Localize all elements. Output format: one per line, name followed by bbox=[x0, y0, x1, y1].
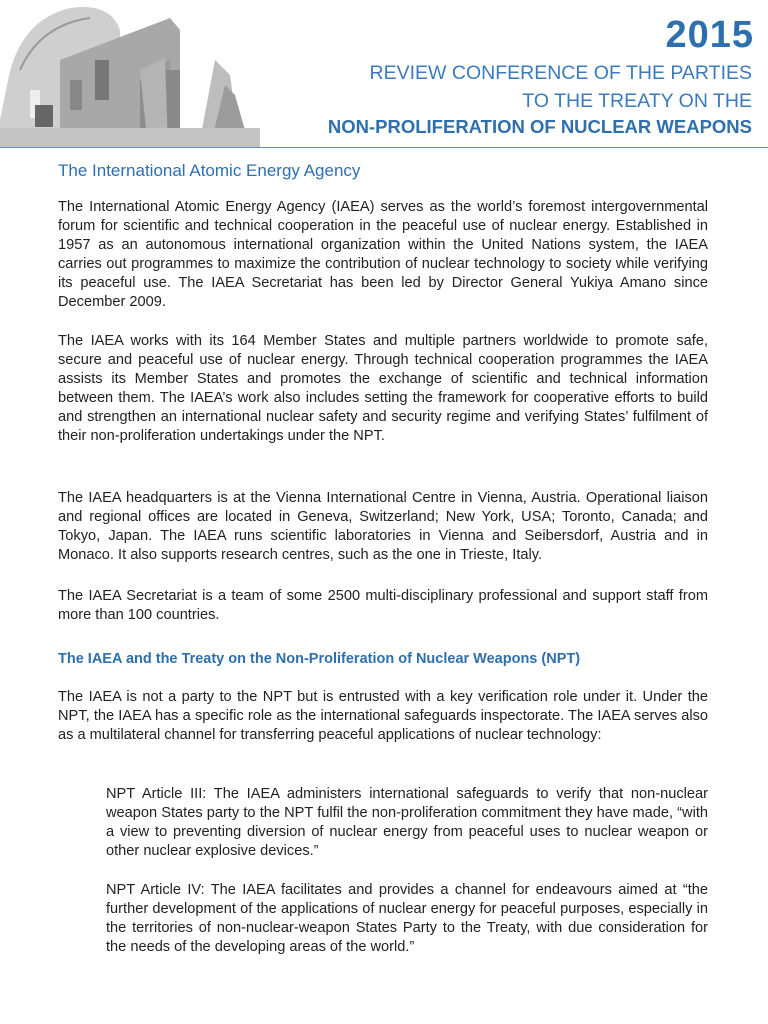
paragraph: The International Atomic Energy Agency (IAEA) serves as the world’s foremost intergovernmental forum for scientific and technical cooperation in the peaceful use of nuclear energy. Established in 1957 as an autonomous international organization within the United Nations system, the IAEA carries out programmes to maximize the contribution of nuclear technology to society while verifying its peaceful use. The IAEA Secretariat has been led by Director General Yukiya Amano since December 2009. bbox=[58, 199, 708, 311]
quote-article-iii: NPT Article III: The IAEA administers international safeguards to verify that non-nuclear weapon States party to the NPT fulfil the non-proliferation commitment they have made, “with a view to preventing diversion of nuclear energy from peaceful uses to nuclear weapon or other nuclear explosive devices.” bbox=[106, 786, 708, 860]
hiroshima-dome-illustration bbox=[0, 0, 260, 148]
header-line-2: TO THE TREATY ON THE bbox=[522, 90, 752, 112]
paragraph: The IAEA is not a party to the NPT but is entrusted with a key verification role under it. Under the NPT, the IAEA has a specific role as the international safeguards inspectorate. The IAEA serves also as a multilateral channel for transferring peaceful applications of nuclear technology: bbox=[58, 689, 708, 744]
section-heading-iaea: The International Atomic Energy Agency bbox=[58, 161, 361, 180]
paragraph: The IAEA headquarters is at the Vienna International Centre in Vienna, Austria. Operational liaison and regional offices are located in Geneva, Switzerland; New York, USA; Toronto, Canada; and Tokyo, Japan. The IAEA runs scientific laboratories in Vienna and Seibersdorf, Austria and in Monaco. It also supports research centres, such as the one in Trieste, Italy. bbox=[58, 490, 708, 564]
header-divider bbox=[0, 147, 768, 148]
quote-article-iv: NPT Article IV: The IAEA facilitates and provides a channel for endeavours aimed at “the further development of the applications of nuclear energy for peaceful purposes, especially in the territories of non-nuclear-weapon States Party to the Treaty, with due consideration for the needs of the developing areas of the world.” bbox=[106, 882, 708, 956]
header-line-3: NON-PROLIFERATION OF NUCLEAR WEAPONS bbox=[327, 116, 752, 137]
paragraph: The IAEA Secretariat is a team of some 2500 multi-disciplinary professional and support staff from more than 100 countries. bbox=[58, 588, 708, 624]
paragraph: The IAEA works with its 164 Member States and multiple partners worldwide to promote safe, secure and peaceful use of nuclear energy. Through technical cooperation programmes the IAEA assists its Member States and promotes the exchange of scientific and technical information between them. The IAEA’s work also includes setting the framework for cooperative efforts to build and strengthen an international nuclear safety and security regime and verifying States’ fulfilment of their non-proliferation undertakings under the NPT. bbox=[58, 333, 708, 445]
header-line-1: REVIEW CONFERENCE OF THE PARTIES bbox=[369, 62, 752, 84]
conference-year: 2015 bbox=[665, 14, 754, 56]
section-heading-npt: The IAEA and the Treaty on the Non-Proliferation of Nuclear Weapons (NPT) bbox=[58, 651, 581, 667]
